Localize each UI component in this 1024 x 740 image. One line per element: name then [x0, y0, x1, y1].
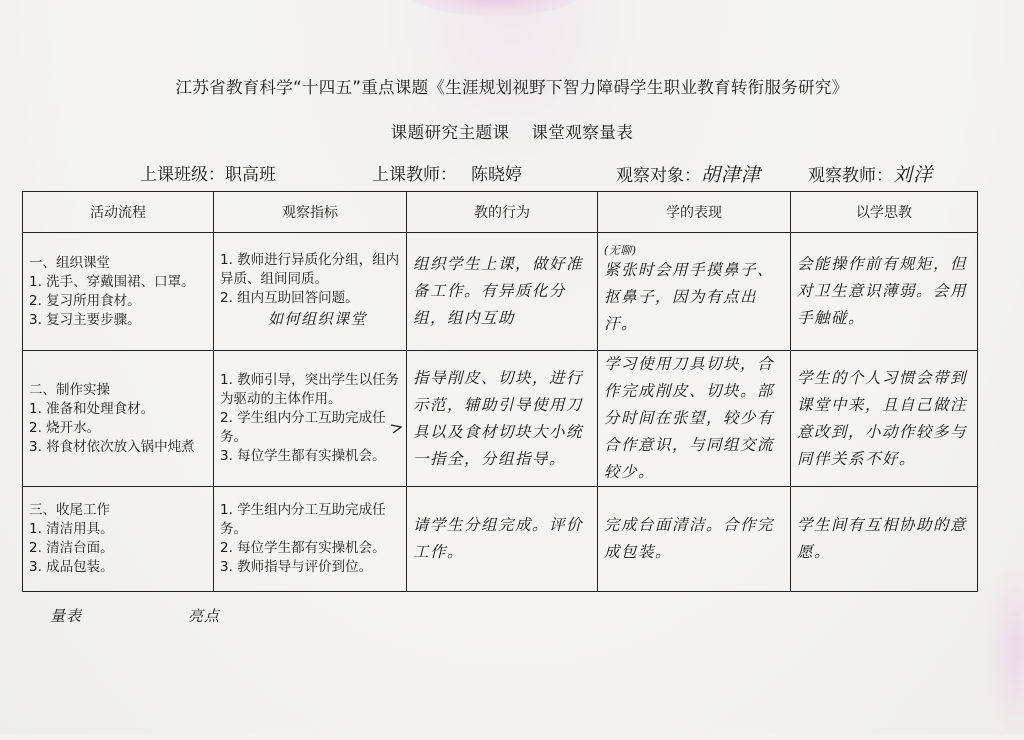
flow-line: 1. 清洁用具。: [29, 521, 114, 537]
teacher-value: 陈晓婷: [471, 165, 522, 185]
teaching-cell: 组织学生上课，做好准备工作。有异质化分组，组内互助: [407, 233, 598, 351]
header-flow: 活动流程: [23, 192, 214, 233]
class-value: 职高班: [225, 165, 276, 185]
learning-cell: 学习使用刀具切块，合作完成削皮、切块。部分时间在张望，较少有合作意识，与同组交流较少。: [598, 351, 791, 487]
flow-line: 1. 洗手、穿戴围裙、口罩。: [29, 273, 195, 290]
teacher-label: 上课教师：: [372, 165, 457, 185]
flow-line: 二、制作实操: [29, 381, 110, 398]
class-label: 上课班级：: [140, 165, 225, 185]
table-header-row: [23, 192, 978, 233]
ink-stain-right: [985, 560, 1024, 740]
subtitle-right: 课堂观察量表: [531, 123, 634, 142]
subtitle-left: 课题研究主题课: [390, 123, 510, 142]
flow-cell: [23, 487, 214, 592]
flow-line: 三、收尾工作: [29, 502, 110, 518]
reflection-cell: 会能操作前有规矩，但对卫生意识薄弱。会用手触碰。: [791, 233, 978, 351]
indicator-line: 1. 学生组内分工互助完成任务。: [220, 502, 386, 537]
info-class: [140, 160, 276, 185]
header-indicators: 观察指标: [214, 192, 407, 233]
flow-line: 2. 烧开水。: [29, 419, 101, 436]
teaching-cell: 请学生分组完成。评价工作。: [407, 487, 598, 592]
observer-value: 刘洋: [893, 164, 934, 186]
reflection-cell: 学生的个人习惯会带到课堂中来，且自己做注意改到，小动作较多与同伴关系不好。: [791, 351, 978, 487]
table-row: [23, 233, 978, 351]
flow-line: 一、组织课堂: [29, 254, 110, 271]
header-reflection: 以学思教: [791, 192, 978, 233]
flow-line: 3. 成品包装。: [29, 559, 114, 575]
flow-line: 1. 准备和处理食材。: [29, 400, 155, 417]
info-teacher: [372, 160, 522, 185]
observation-table: [22, 191, 978, 592]
flow-line: 2. 清洁台面。: [29, 540, 114, 556]
subject-value: 胡津津: [701, 164, 762, 186]
pen-mark-icon: [390, 423, 402, 435]
header-teaching: 教的行为: [407, 192, 598, 233]
indicator-line: 2. 每位学生都有实操机会。: [220, 540, 386, 556]
reflection-cell: 学生间有互相协助的意愿。: [791, 487, 978, 592]
footer-left-note: 量表: [50, 607, 83, 625]
learning-cell: 完成台面清洁。合作完成包装。: [598, 487, 791, 592]
observer-label: 观察教师：: [808, 166, 893, 186]
indicator-line: 3. 教师指导与评价到位。: [220, 559, 373, 575]
flow-cell: [23, 233, 214, 351]
indicator-line: 1. 教师进行异质化分组，组内异质、组间同质。: [220, 251, 400, 287]
learning-cell: [598, 233, 791, 351]
indicator-line: 2. 学生组内分工互助完成任务。: [220, 410, 386, 445]
subject-label: 观察对象：: [616, 166, 701, 186]
document-subtitle: [0, 119, 1024, 143]
footer-right-note: 亮点: [188, 607, 221, 625]
document-title: 江苏省教育科学“十四五”重点课题《生涯规划视野下智力障碍学生职业教育转衔服务研究》: [175, 78, 849, 97]
flow-cell: [23, 351, 214, 487]
flow-line: 3. 将食材依次放入锅中炖煮: [29, 438, 195, 455]
flow-line: 2. 复习所用食材。: [29, 292, 141, 309]
header-learning: 学的表现: [598, 192, 791, 233]
indicator-line: 2. 组内互助回答问题。: [220, 289, 359, 306]
indicator-cell: [214, 233, 407, 351]
teaching-cell: 指导削皮、切块，进行示范，辅助引导使用刀具以及食材切块大小统一指全，分组指导。: [407, 351, 598, 487]
info-subject: [616, 160, 761, 187]
handwritten-note: 如何组织课堂: [268, 309, 368, 328]
info-observer: [808, 160, 933, 187]
learning-text: 紧张时会用手摸鼻子、抠鼻子，因为有点出汗。: [604, 261, 775, 333]
flow-line: 3. 复习主要步骤。: [29, 311, 141, 328]
table-row: [23, 351, 978, 487]
table-row: [23, 487, 978, 592]
handwritten-annotation: (无聊): [604, 244, 637, 257]
indicator-line: 1. 教师引导，突出学生以任务为驱动的主体作用。: [220, 372, 400, 407]
indicator-cell: [214, 351, 407, 487]
indicator-line: 3. 每位学生都有实操机会。: [220, 448, 386, 464]
indicator-cell: [214, 487, 407, 592]
